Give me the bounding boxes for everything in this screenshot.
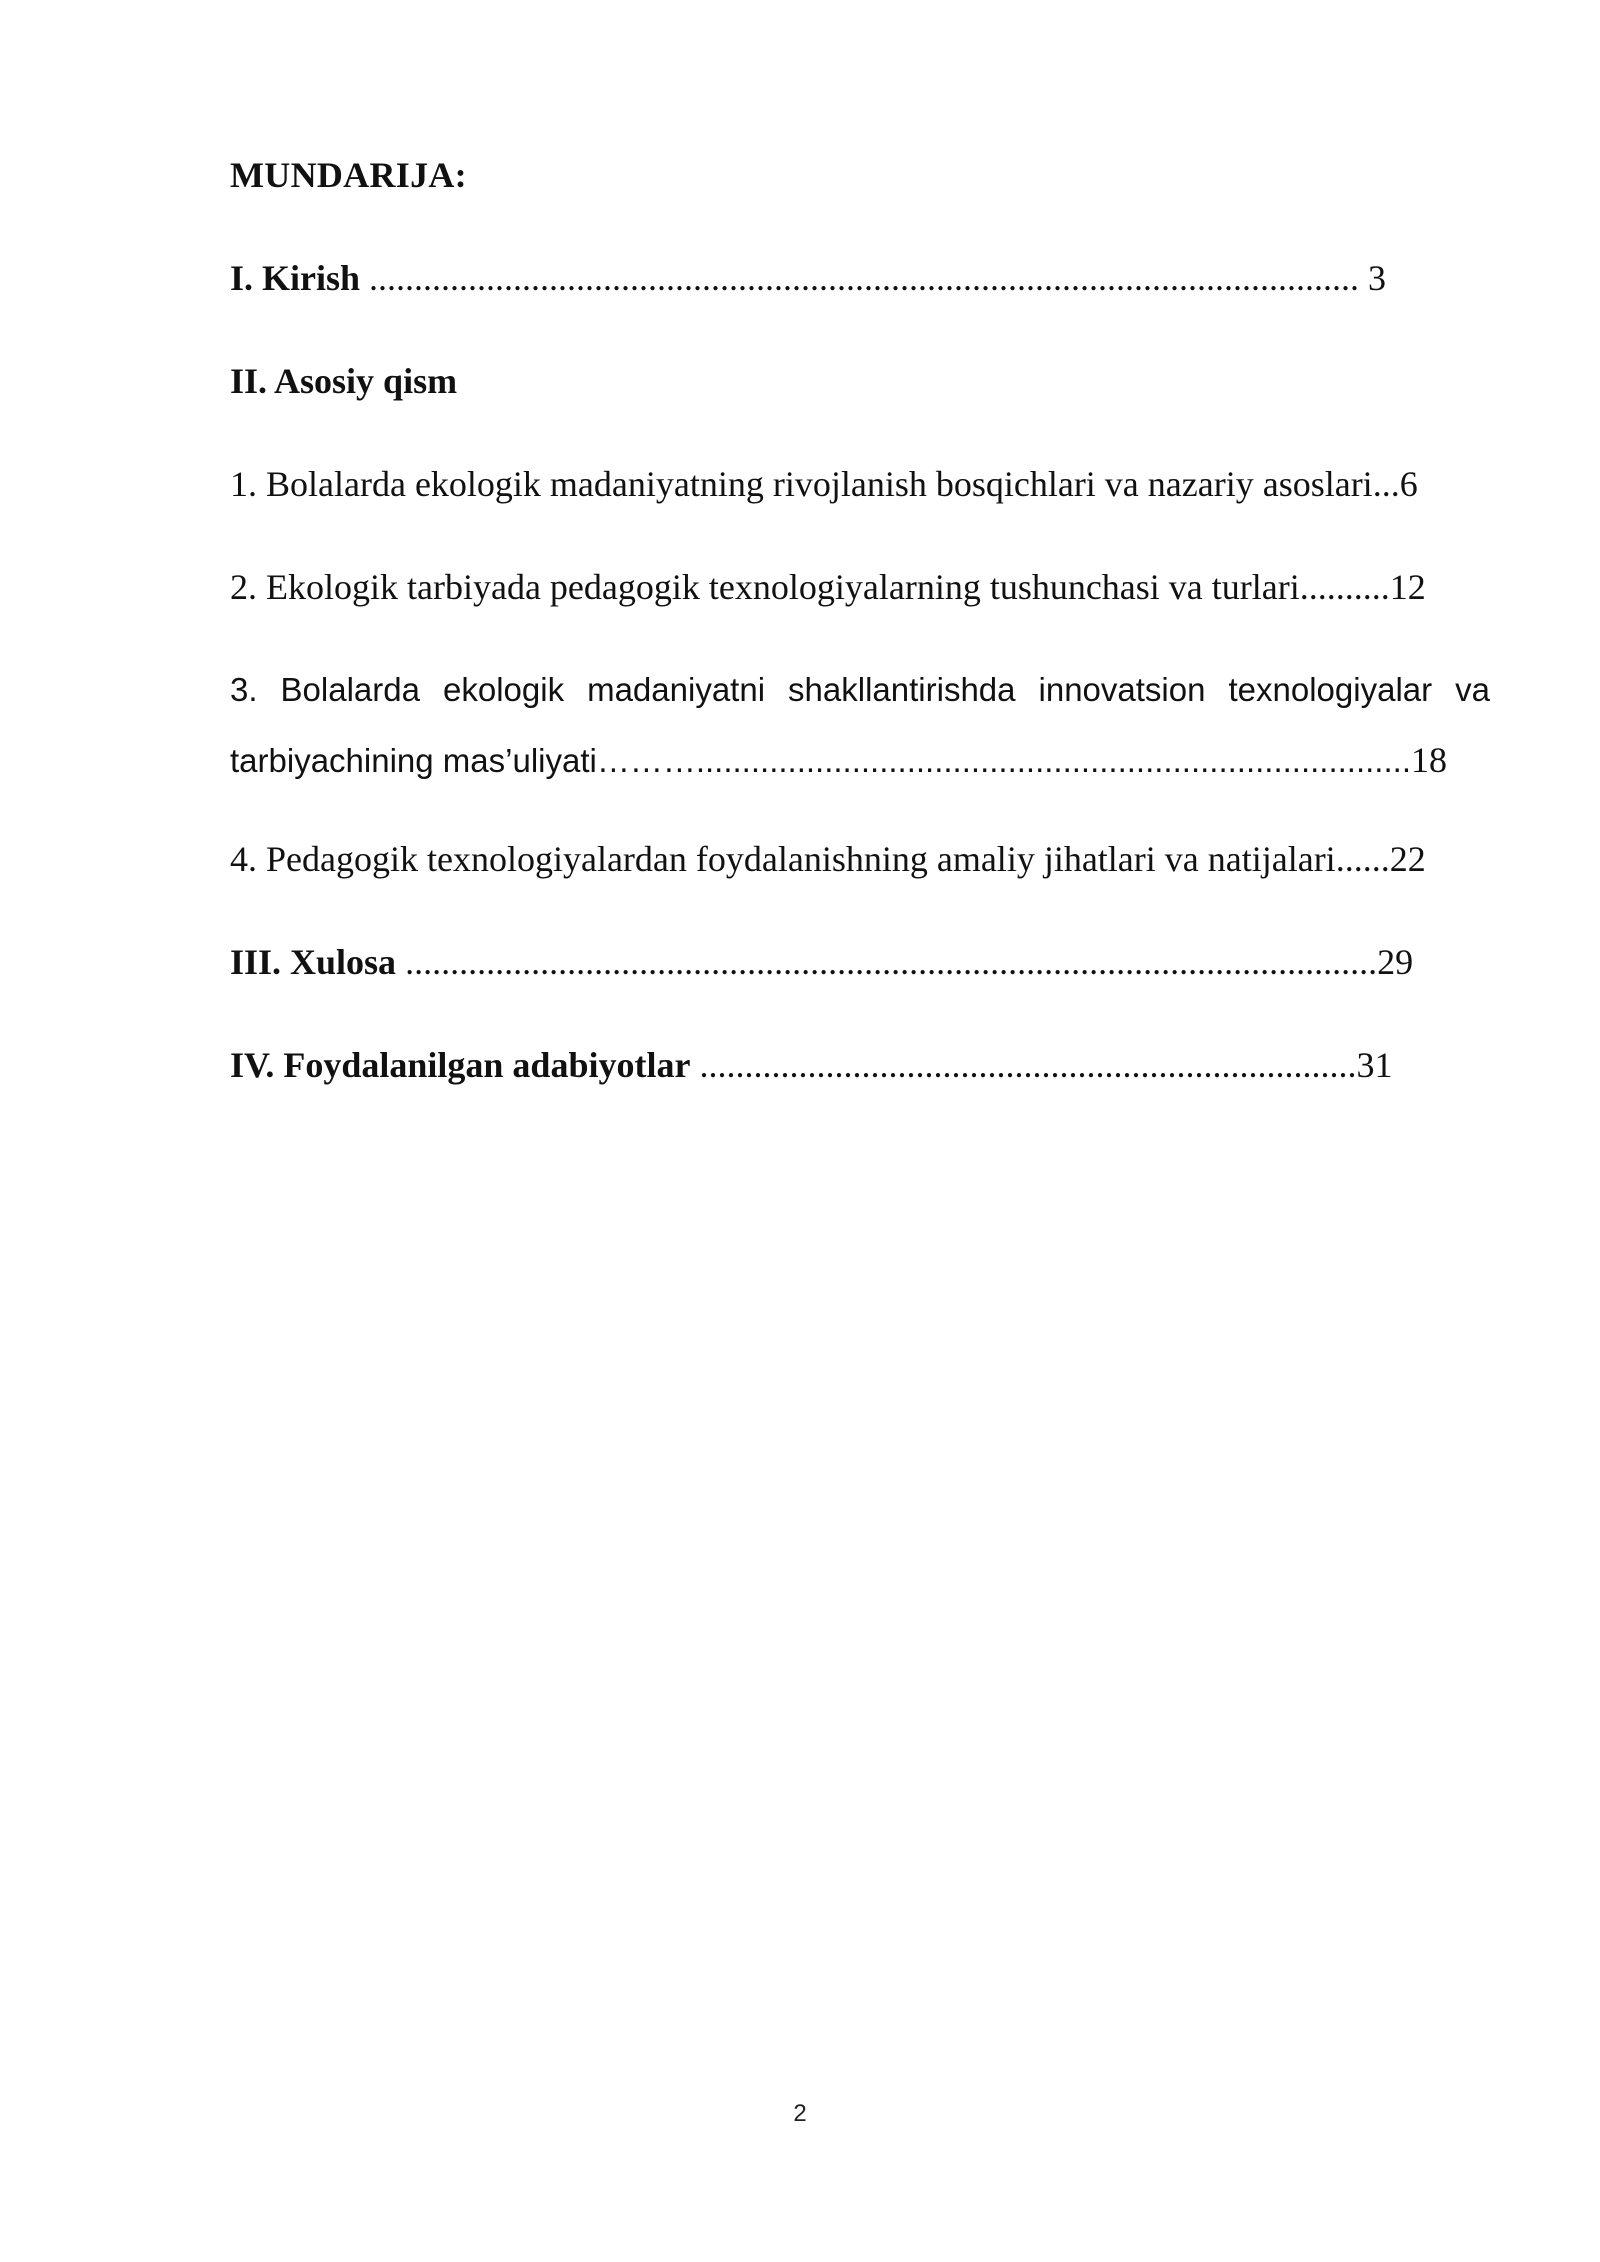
toc-entry-page: 6 [1399, 464, 1418, 504]
toc-entry-xulosa [230, 937, 1490, 987]
toc-heading: MUNDARIJA: [230, 155, 467, 195]
toc-entry-label: III. Xulosa [230, 942, 397, 982]
toc-entry-2 [230, 562, 1490, 612]
toc-entry-label: 1. Bolalarda ekologik madaniyatning rivojlanish bosqichlari va nazariy asoslari [230, 464, 1373, 504]
toc-entry-page: 12 [1389, 567, 1426, 607]
toc-entry-label: 2. Ekologik tarbiyada pedagogik texnologiyalarning tushunchasi va turlari [230, 567, 1300, 607]
toc-entry-leader: ……….............................................................................. [596, 742, 1411, 779]
toc-entry-3 [230, 655, 1490, 796]
toc-entry-label: 3. Bolalarda ekologik madaniyatni shakllantirishda innovatsion texnologiyalar va tarbiyachining mas’uliyati [230, 671, 1490, 779]
page-number: 2 [793, 2100, 807, 2127]
toc-entry-leader: ...... [1335, 839, 1390, 879]
toc-entry-page: 31 [1356, 1045, 1393, 1085]
toc-entry-label: II. Asosiy qism [230, 361, 458, 401]
toc-entry-leader: ......................................................................... [690, 1045, 1357, 1085]
table-of-contents [230, 150, 1490, 1143]
toc-entry-label: I. Kirish [230, 258, 361, 298]
toc-entry-1 [230, 459, 1490, 509]
toc-entry-adabiyotlar [230, 1040, 1490, 1090]
toc-entry-page: 29 [1377, 942, 1414, 982]
toc-entry-label: 4. Pedagogik texnologiyalardan foydalanishning amaliy jihatlari va natijalari [230, 839, 1336, 879]
toc-entry-page: 3 [1359, 258, 1387, 298]
toc-entry-leader: .......... [1299, 567, 1390, 607]
toc-entry-page: 18 [1410, 740, 1447, 780]
toc-entry-leader: ... [1372, 464, 1400, 504]
toc-entry-leader: ............................................................................................................ [396, 942, 1378, 982]
toc-entry-asosiy-qism [230, 356, 1490, 406]
toc-entry-leader: .............................................................................................................. [360, 258, 1360, 298]
toc-entry-4 [230, 834, 1490, 884]
toc-entry-label: IV. Foydalanilgan adabiyotlar [230, 1045, 691, 1085]
toc-entry-page: 22 [1389, 839, 1426, 879]
toc-entry-kirish [230, 253, 1490, 303]
